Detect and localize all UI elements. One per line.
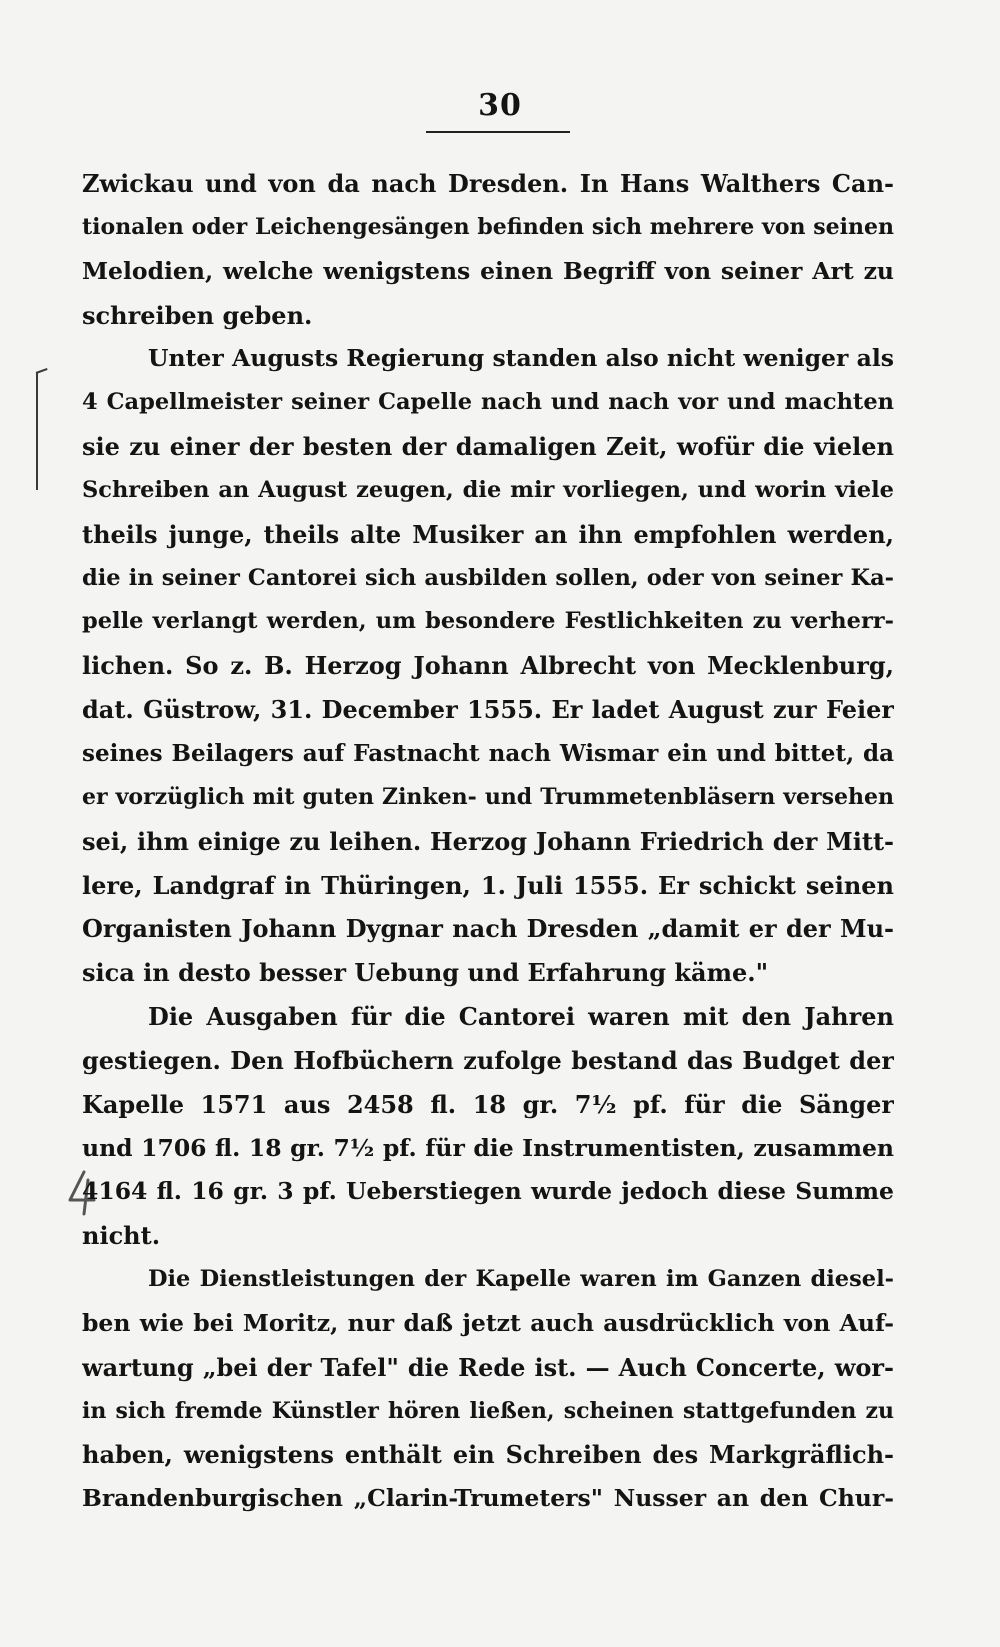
text-line: Melodien, welche wenigstens einen Begriff von seiner Art zu <box>82 256 894 285</box>
text-line: gestiegen. Den Hofbüchern zufolge bestand das Budget der <box>82 1045 894 1075</box>
text-line: er vorzüglich mit guten Zinken- und Trummetenbläsern versehen <box>82 783 894 810</box>
paragraph <box>82 337 894 995</box>
text-line: 4164 fl. 16 gr. 3 pf. Ueberstiegen wurde jedoch diese Summe <box>82 1177 894 1206</box>
header-rule <box>426 131 570 133</box>
text-line: nicht. <box>82 1221 161 1251</box>
margin-pencil-mark <box>36 372 38 490</box>
text-line: haben, wenigstens enthält ein Schreiben des Markgräflich- <box>82 1440 894 1470</box>
text-line: und 1706 fl. 18 gr. 7½ pf. für die Instrumentisten, zusammen <box>82 1133 894 1162</box>
text-line: theils junge, theils alte Musiker an ihn empfohlen werden, <box>82 519 894 549</box>
paragraph <box>82 162 894 337</box>
text-line: Die Ausgaben für die Cantorei waren mit den Jahren <box>148 1002 894 1032</box>
text-line: Zwickau und von da nach Dresden. In Hans Walthers Can- <box>82 169 894 198</box>
text-line: 4 Capellmeister seiner Capelle nach und nach vor und machten <box>82 389 894 416</box>
text-line: schreiben geben. <box>82 300 313 330</box>
text-line: dat. Güstrow, 31. December 1555. Er ladet August zur Feier <box>82 695 894 725</box>
text-line: sica in desto besser Uebung und Erfahrung käme." <box>82 958 769 988</box>
page-number: 30 <box>478 88 522 123</box>
paragraph <box>82 1258 894 1521</box>
text-line: pelle verlangt werden, um besondere Festlichkeiten zu verherr- <box>82 608 894 635</box>
text-line: tionalen oder Leichengesängen befinden sich mehrere von seinen <box>82 213 894 240</box>
text-line: Unter Augusts Regierung standen also nicht weniger als <box>148 344 894 373</box>
text-line: die in seiner Cantorei sich ausbilden sollen, oder von seiner Ka- <box>82 564 894 591</box>
text-line: Kapelle 1571 aus 2458 fl. 18 gr. 7½ pf. für die Sänger <box>82 1089 894 1119</box>
text-line: ben wie bei Moritz, nur daß jetzt auch ausdrücklich von Auf- <box>82 1308 894 1337</box>
text-line: Die Dienstleistungen der Kapelle waren im Ganzen diesel- <box>148 1266 894 1293</box>
text-line: Brandenburgischen „Clarin-Trumeters" Nusser an den Chur- <box>82 1484 894 1513</box>
text-line: Schreiben an August zeugen, die mir vorliegen, und worin viele <box>82 476 894 503</box>
text-line: sie zu einer der besten der damaligen Zeit, wofür die vielen <box>82 432 894 462</box>
text-line: Organisten Johann Dygnar nach Dresden „damit er der Mu- <box>82 914 894 944</box>
text-line: lere, Landgraf in Thüringen, 1. Juli 1555. Er schickt seinen <box>82 870 894 900</box>
paragraph <box>82 995 894 1258</box>
text-line: in sich fremde Künstler hören ließen, scheinen stattgefunden zu <box>82 1397 894 1424</box>
text-line: sei, ihm einige zu leihen. Herzog Johann Friedrich der Mitt- <box>82 826 894 856</box>
body-text <box>82 162 894 1521</box>
text-line: wartung „bei der Tafel" die Rede ist. — Auch Concerte, wor- <box>82 1352 894 1382</box>
text-line: lichen. So z. B. Herzog Johann Albrecht von Mecklenburg, <box>82 651 894 681</box>
text-line: seines Beilagers auf Fastnacht nach Wismar ein und bittet, da <box>82 739 894 767</box>
